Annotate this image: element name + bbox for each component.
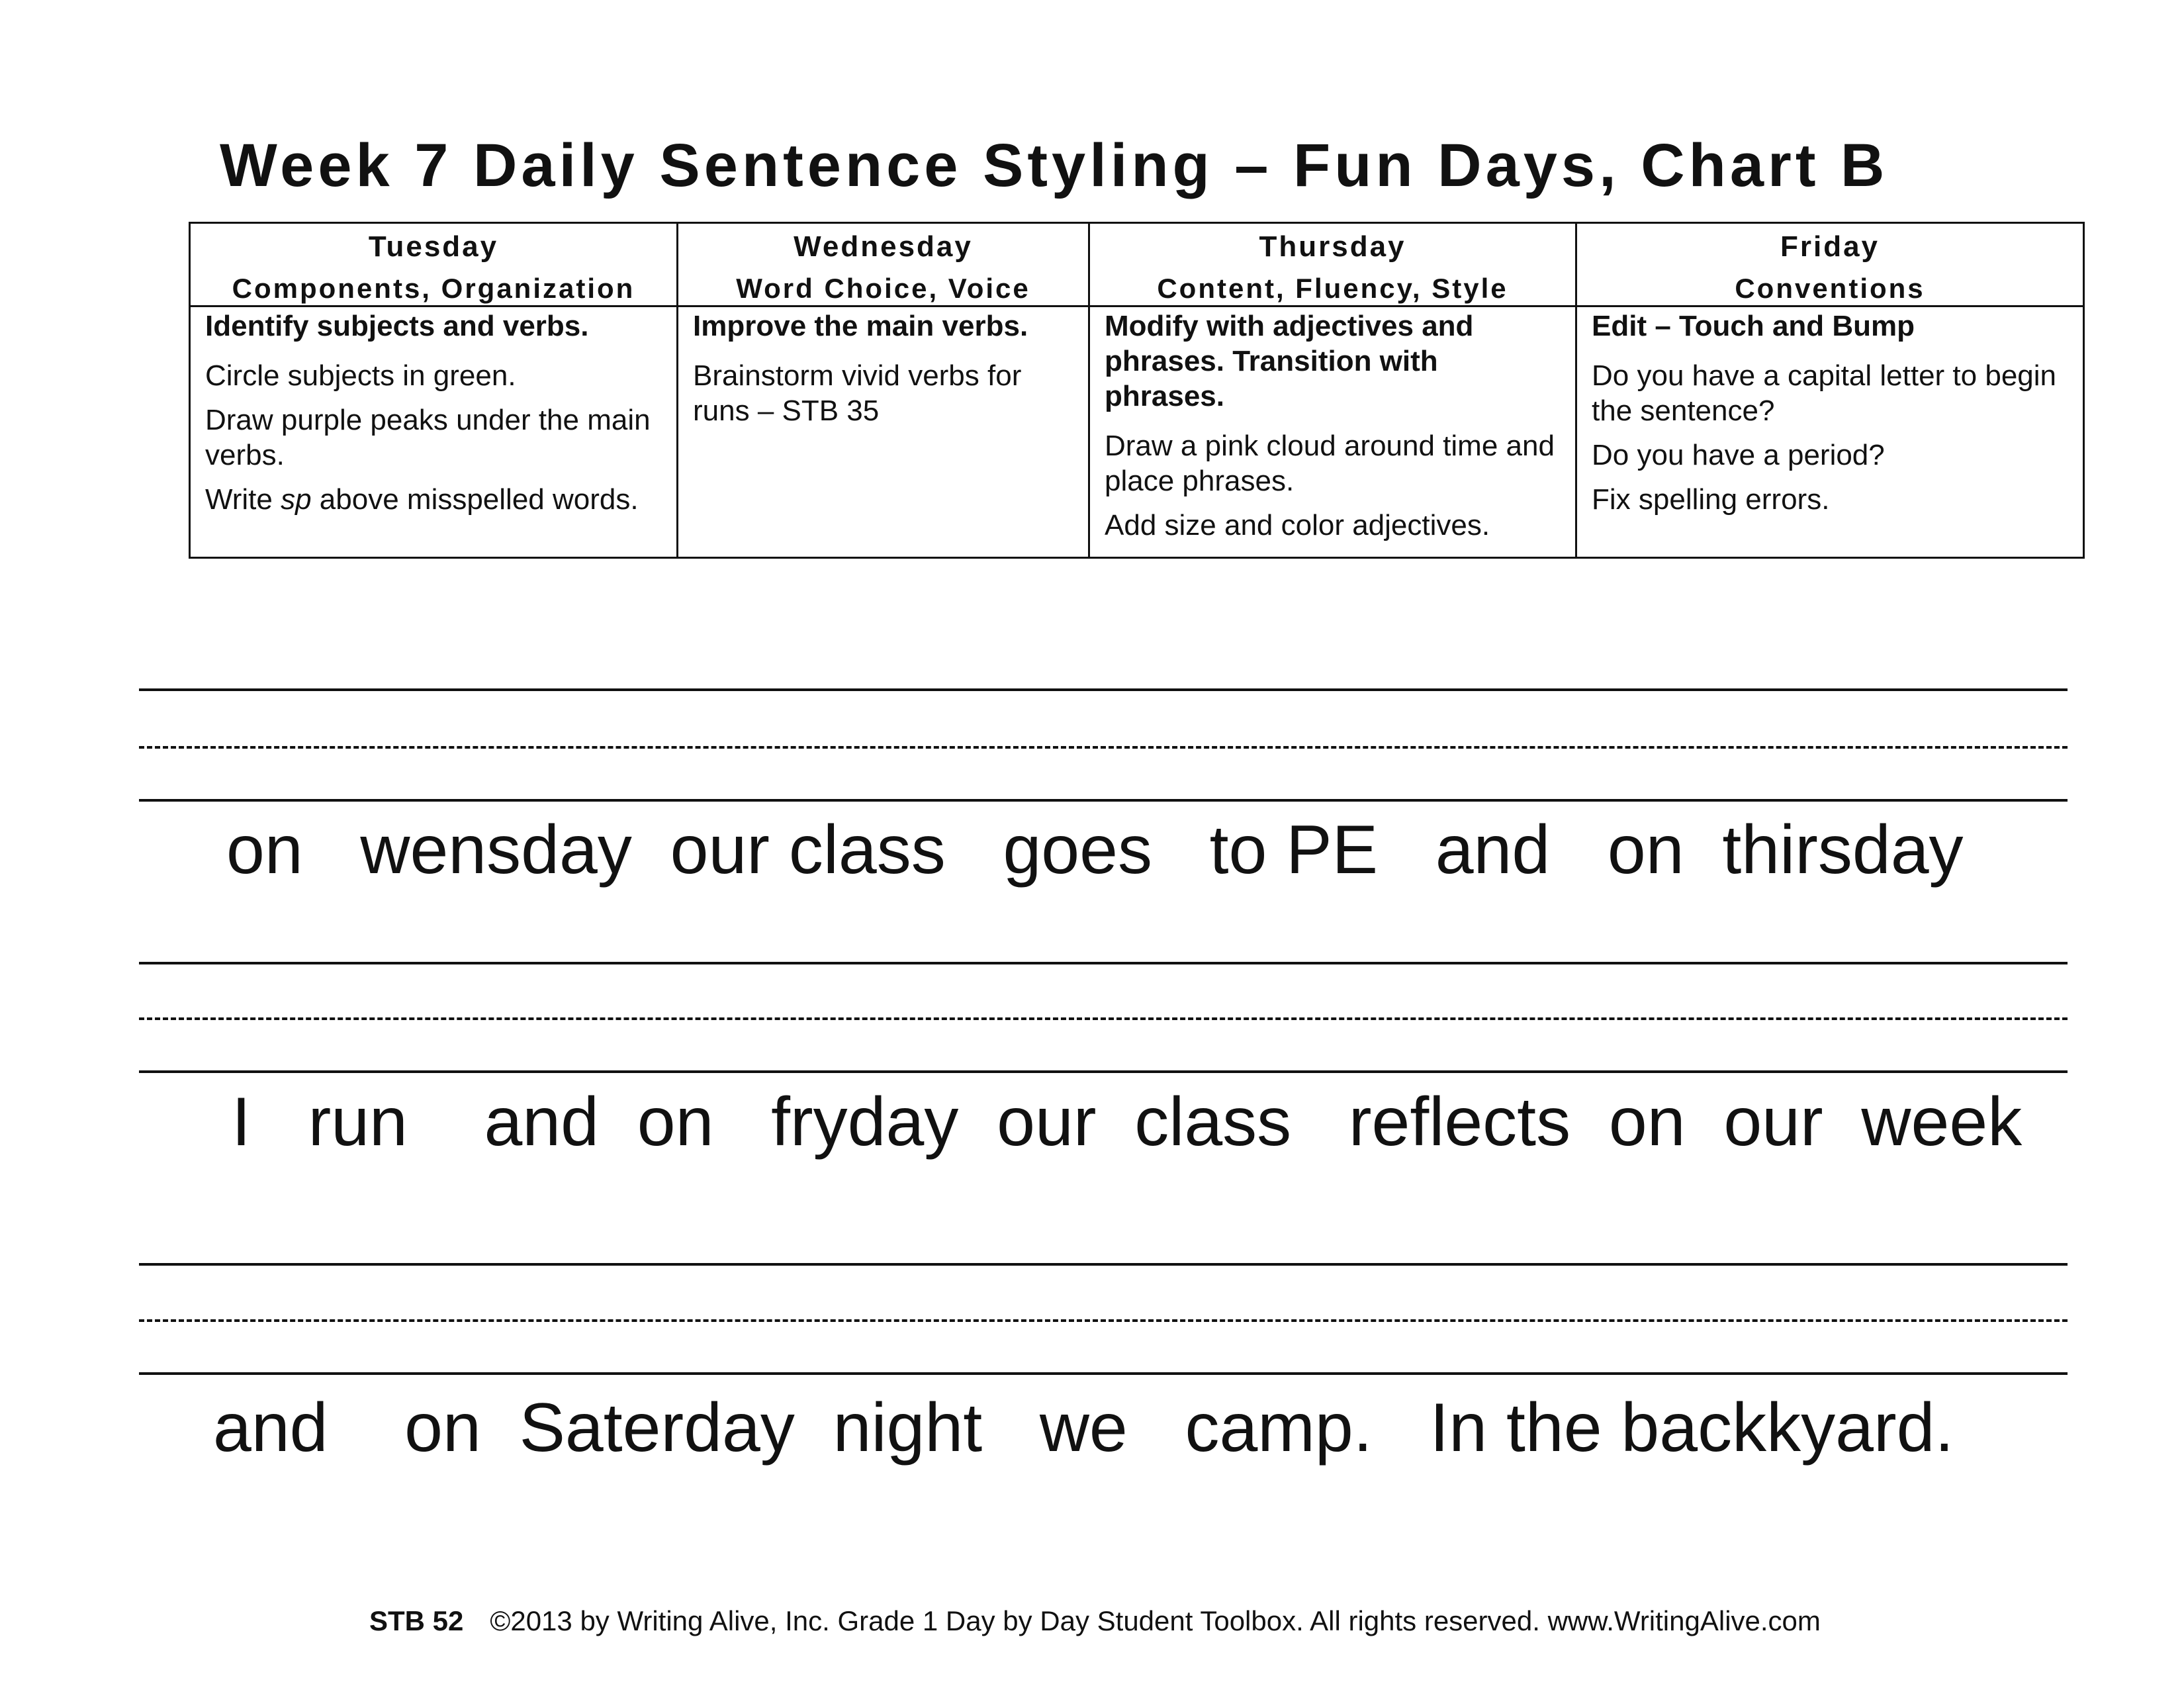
handwriting-top-line [139, 962, 2068, 964]
instruction-item: Add size and color adjectives. [1105, 509, 1490, 541]
column-header [678, 224, 1088, 307]
column-body [191, 307, 676, 517]
handwriting-midline [139, 746, 2068, 749]
sentence-line-3: and on Saterday night we camp. In the backkyard. [213, 1389, 1954, 1466]
page-title: Week 7 Daily Sentence Styling – Fun Days, Chart B [220, 132, 1889, 199]
handwriting-base-line [139, 1070, 2068, 1073]
page-footer [369, 1605, 1821, 1637]
day-label: Tuesday [368, 230, 499, 263]
focus-label: Content, Fluency, Style [1157, 273, 1508, 304]
handwriting-top-line [139, 1263, 2068, 1266]
instruction-emphasis: sp [281, 483, 312, 516]
handwriting-midline [139, 1017, 2068, 1020]
instruction-item: Brainstorm vivid verbs for runs – STB 35 [693, 359, 1022, 427]
focus-label: Components, Organization [232, 273, 635, 304]
copyright-notice: ©2013 by Writing Alive, Inc. Grade 1 Day by Day Student Toolbox. All rights reserved. www.WritingAlive.com [490, 1605, 1821, 1636]
day-label: Friday [1780, 230, 1880, 263]
column-wednesday [678, 224, 1090, 557]
handwriting-base-line [139, 1372, 2068, 1375]
styling-chart [189, 222, 2085, 559]
instruction-lead: Identify subjects and verbs. [205, 310, 589, 342]
sentence-line-1: on wensday our class goes to PE and on thirsday [226, 812, 1964, 888]
column-header [1090, 224, 1575, 307]
focus-label: Word Choice, Voice [736, 273, 1030, 304]
focus-label: Conventions [1735, 273, 1925, 304]
instruction-text: Write [205, 483, 281, 516]
instruction-text: above misspelled words. [311, 483, 639, 516]
column-header [1577, 224, 2083, 307]
instruction-item [205, 482, 663, 517]
column-body [1090, 307, 1575, 543]
instruction-item: Do you have a period? [1592, 439, 1885, 471]
handwriting-base-line [139, 799, 2068, 802]
column-body [678, 307, 1088, 428]
day-label: Wednesday [794, 230, 973, 263]
day-label: Thursday [1259, 230, 1406, 263]
column-header [191, 224, 676, 307]
handwriting-top-line [139, 688, 2068, 691]
instruction-item: Draw a pink cloud around time and place phrases. [1105, 430, 1555, 497]
column-thursday [1090, 224, 1577, 557]
instruction-lead: Improve the main verbs. [693, 310, 1028, 342]
column-friday [1577, 224, 2083, 557]
column-body [1577, 307, 2083, 517]
column-tuesday [191, 224, 678, 557]
handwriting-midline [139, 1319, 2068, 1322]
instruction-item: Fix spelling errors. [1592, 483, 1830, 516]
page-code: STB 52 [369, 1605, 464, 1636]
instruction-item: Circle subjects in green. [205, 359, 516, 392]
instruction-lead: Modify with adjectives and phrases. Transition with phrases. [1105, 310, 1474, 412]
instruction-item: Do you have a capital letter to begin the sentence? [1592, 359, 2057, 427]
instruction-item: Draw purple peaks under the main verbs. [205, 404, 651, 471]
instruction-lead: Edit – Touch and Bump [1592, 310, 1915, 342]
sentence-line-2: I run and on fryday our class reflects on our week [232, 1084, 2023, 1160]
